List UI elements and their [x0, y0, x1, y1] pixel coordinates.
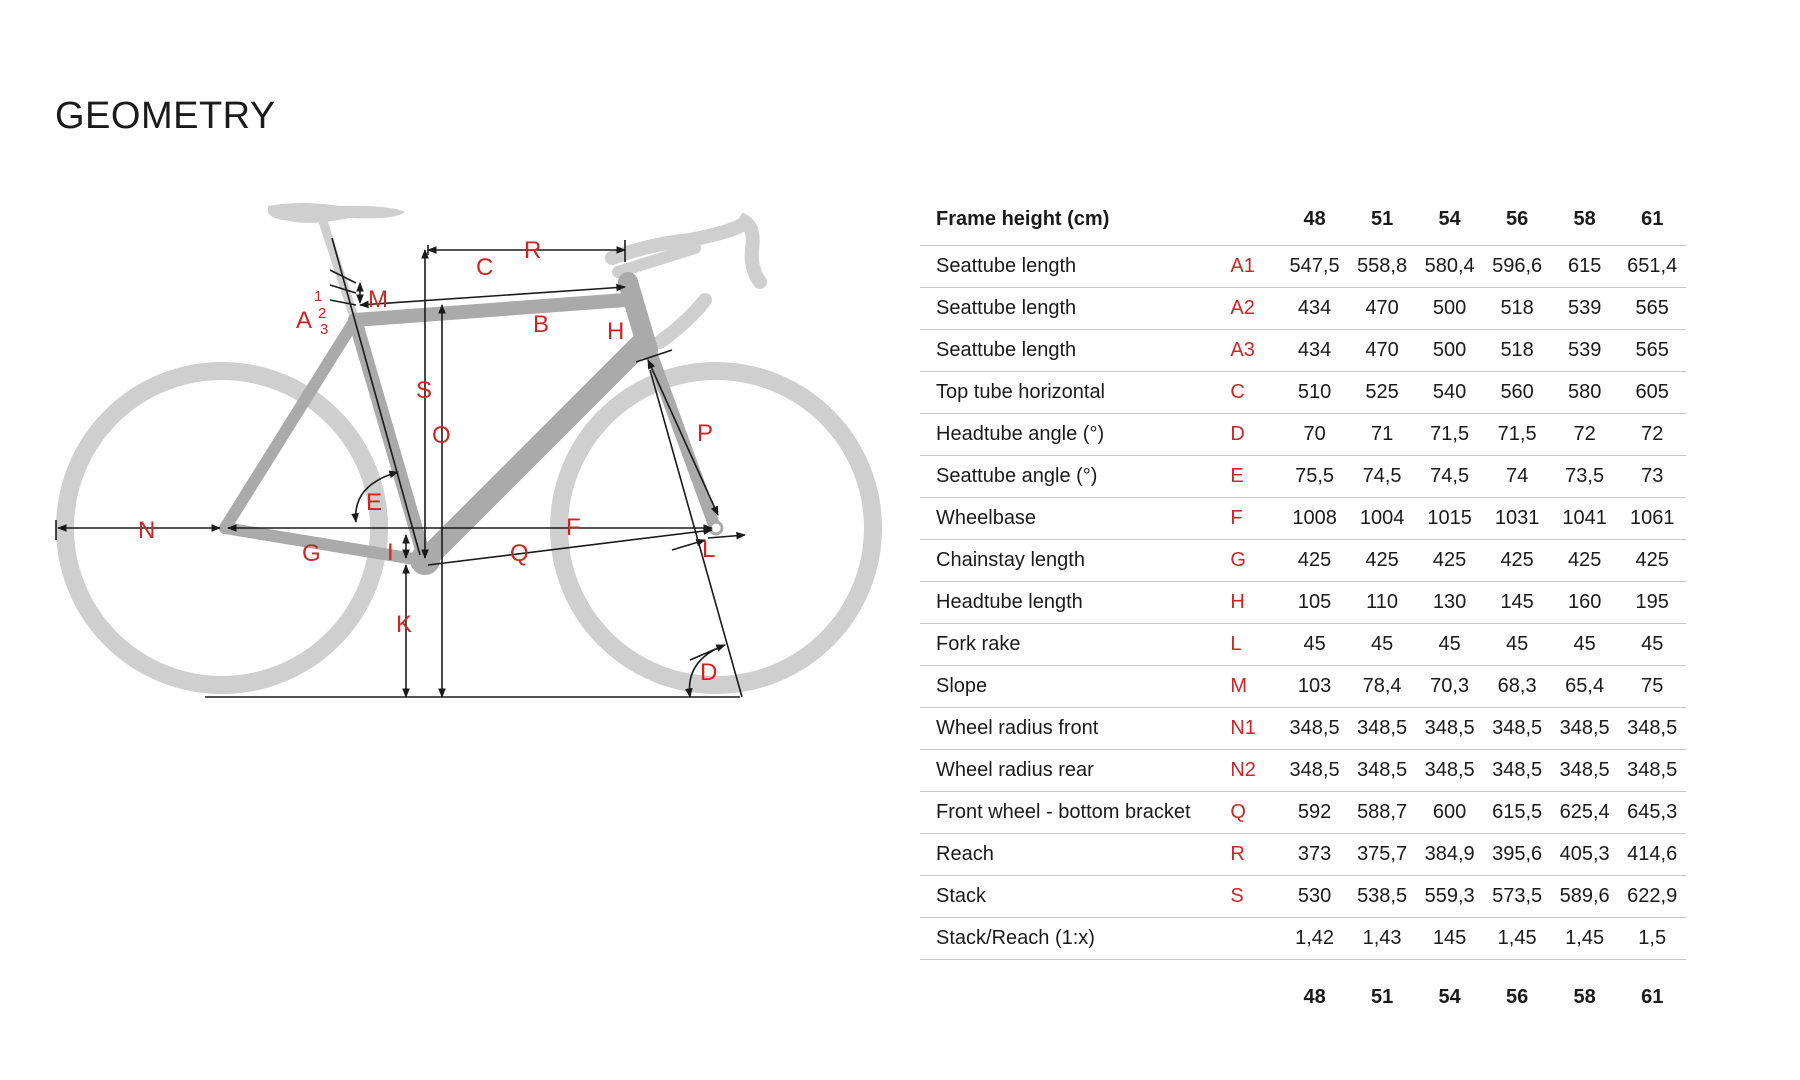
header-size: 58 — [1573, 207, 1596, 230]
table-row — [920, 582, 1686, 624]
row-value: 45 — [1303, 633, 1326, 655]
table-footer-row — [920, 960, 1686, 1035]
row-value: 74 — [1506, 465, 1529, 487]
row-code: L — [1230, 633, 1242, 655]
row-label: Reach — [936, 843, 994, 865]
row-value: 72 — [1641, 423, 1664, 445]
row-value: 547,5 — [1289, 255, 1340, 277]
row-value: 605 — [1635, 381, 1669, 403]
row-value: 195 — [1635, 591, 1669, 613]
table-row — [920, 666, 1686, 708]
row-label: Headtube angle (°) — [936, 423, 1105, 445]
row-value: 434 — [1297, 339, 1332, 361]
row-value: 72 — [1573, 423, 1596, 445]
row-value: 580 — [1567, 381, 1602, 403]
row-value: 45 — [1573, 633, 1596, 655]
row-code: A2 — [1230, 297, 1255, 319]
row-label: Slope — [936, 675, 988, 697]
row-label: Wheelbase — [936, 507, 1037, 529]
footer-size: 58 — [1573, 985, 1596, 1008]
footer-size: 61 — [1641, 985, 1664, 1008]
row-label: Seattube length — [936, 255, 1077, 277]
row-value: 73 — [1641, 465, 1664, 487]
row-value: 500 — [1432, 339, 1467, 361]
row-value: 1015 — [1427, 507, 1472, 529]
row-value: 622,9 — [1627, 885, 1678, 907]
row-code: F — [1230, 507, 1243, 529]
row-value: 580,4 — [1424, 255, 1475, 277]
row-label: Top tube horizontal — [936, 381, 1106, 403]
label-M: M — [368, 286, 388, 313]
row-value: 75,5 — [1295, 465, 1335, 487]
label-E: E — [366, 489, 383, 516]
row-label: Front wheel - bottom bracket — [936, 801, 1191, 823]
row-value: 510 — [1297, 381, 1332, 403]
row-value: 530 — [1297, 885, 1332, 907]
label-D: D — [700, 659, 718, 686]
row-value: 560 — [1500, 381, 1534, 403]
row-value: 596,6 — [1492, 255, 1543, 277]
header-size: 61 — [1641, 207, 1664, 230]
row-code: C — [1230, 381, 1245, 403]
row-value: 70 — [1303, 423, 1326, 445]
row-value: 645,3 — [1627, 801, 1678, 823]
row-value: 78,4 — [1362, 675, 1402, 697]
label-P: P — [697, 420, 714, 447]
row-code: G — [1230, 549, 1246, 571]
table-row — [920, 456, 1686, 498]
row-value: 600 — [1432, 801, 1467, 823]
row-value: 130 — [1432, 591, 1467, 613]
row-value: 500 — [1432, 297, 1467, 319]
label-Q: Q — [510, 540, 529, 567]
table-row — [920, 540, 1686, 582]
row-value: 425 — [1365, 549, 1399, 571]
row-value: 405,3 — [1559, 843, 1610, 865]
row-value: 470 — [1365, 339, 1399, 361]
label-A: A — [296, 307, 313, 334]
row-label: Chainstay length — [936, 549, 1085, 571]
label-G: G — [302, 540, 321, 567]
row-value: 75 — [1641, 675, 1664, 697]
table-row — [920, 246, 1686, 288]
row-value: 348,5 — [1289, 759, 1340, 781]
row-value: 110 — [1366, 591, 1399, 613]
row-value: 518 — [1500, 297, 1534, 319]
row-code: Q — [1230, 801, 1246, 823]
footer-size: 48 — [1303, 985, 1326, 1008]
row-value: 373 — [1297, 843, 1332, 865]
table-row — [920, 708, 1686, 750]
row-label: Stack/Reach (1:x) — [936, 927, 1095, 949]
row-value: 145 — [1500, 591, 1534, 613]
table-header-row — [920, 193, 1686, 246]
row-value: 588,7 — [1357, 801, 1408, 823]
row-value: 74,5 — [1362, 465, 1402, 487]
saddle — [268, 203, 405, 223]
row-code: A3 — [1230, 339, 1255, 361]
row-value: 425 — [1500, 549, 1534, 571]
row-value: 1,5 — [1638, 927, 1667, 949]
row-value: 384,9 — [1424, 843, 1475, 865]
row-value: 1,43 — [1362, 927, 1402, 949]
row-value: 1,45 — [1565, 927, 1605, 949]
label-O: O — [432, 422, 451, 449]
table-row — [920, 624, 1686, 666]
row-value: 45 — [1370, 633, 1394, 655]
row-value: 45 — [1438, 633, 1461, 655]
table-body — [920, 246, 1686, 960]
row-label: Headtube length — [936, 591, 1083, 613]
bike-geometry-diagram — [0, 0, 900, 760]
table-row — [920, 498, 1686, 540]
row-value: 348,5 — [1289, 717, 1340, 739]
row-value: 565 — [1635, 297, 1669, 319]
header-size: 51 — [1370, 207, 1394, 230]
label-B: B — [533, 311, 550, 338]
row-value: 348,5 — [1627, 759, 1678, 781]
row-value: 559,3 — [1424, 885, 1475, 907]
row-code: E — [1230, 465, 1244, 487]
table-row — [920, 918, 1686, 960]
row-value: 348,5 — [1357, 759, 1408, 781]
row-value: 145 — [1432, 927, 1467, 949]
footer-size: 56 — [1506, 985, 1529, 1008]
row-value: 539 — [1567, 297, 1602, 319]
row-value: 1061 — [1629, 507, 1675, 529]
row-value: 470 — [1365, 297, 1399, 319]
row-value: 395,6 — [1492, 843, 1543, 865]
row-label: Seattube length — [936, 297, 1077, 319]
label-N: N — [138, 517, 156, 544]
row-value: 348,5 — [1424, 717, 1475, 739]
row-value: 1041 — [1562, 507, 1607, 529]
footer-size: 51 — [1370, 985, 1394, 1008]
table-row — [920, 876, 1686, 918]
label-I: I — [387, 539, 394, 566]
row-code: A1 — [1230, 255, 1255, 277]
table-row — [920, 792, 1686, 834]
row-label: Stack — [936, 885, 987, 907]
row-value: 425 — [1297, 549, 1332, 571]
table-row — [920, 330, 1686, 372]
row-value: 70,3 — [1430, 675, 1470, 697]
row-value: 539 — [1567, 339, 1602, 361]
row-value: 558,8 — [1357, 255, 1408, 277]
row-value: 1004 — [1359, 507, 1405, 529]
row-label: Fork rake — [936, 633, 1021, 655]
row-value: 103 — [1297, 675, 1332, 697]
row-value: 71,5 — [1497, 423, 1537, 445]
table-row — [920, 750, 1686, 792]
row-value: 71 — [1370, 423, 1394, 445]
row-code: H — [1230, 591, 1245, 613]
row-value: 1008 — [1292, 507, 1337, 529]
header-size: 54 — [1438, 207, 1461, 230]
row-value: 74,5 — [1430, 465, 1470, 487]
row-value: 1,42 — [1295, 927, 1335, 949]
row-value: 348,5 — [1559, 759, 1610, 781]
row-label: Wheel radius rear — [936, 759, 1094, 781]
row-value: 538,5 — [1357, 885, 1408, 907]
row-value: 525 — [1365, 381, 1399, 403]
row-value: 71,5 — [1430, 423, 1470, 445]
label-A3: 3 — [320, 321, 329, 338]
row-value: 540 — [1432, 381, 1467, 403]
row-value: 425 — [1567, 549, 1602, 571]
label-C: C — [476, 254, 494, 281]
label-A1: 1 — [314, 288, 323, 305]
label-R: R — [524, 237, 542, 264]
row-value: 625,4 — [1559, 801, 1610, 823]
label-A2: 2 — [318, 305, 327, 322]
row-value: 573,5 — [1492, 885, 1543, 907]
table-row — [920, 288, 1686, 330]
row-value: 1,45 — [1497, 927, 1537, 949]
label-K: K — [396, 611, 413, 638]
row-label: Wheel radius front — [936, 717, 1099, 739]
row-value: 589,6 — [1559, 885, 1610, 907]
row-code: S — [1230, 885, 1244, 907]
row-value: 348,5 — [1492, 759, 1543, 781]
row-value: 651,4 — [1627, 255, 1678, 277]
row-value: 348,5 — [1627, 717, 1678, 739]
table-row — [920, 414, 1686, 456]
row-code: D — [1230, 423, 1245, 445]
header-size: 48 — [1303, 207, 1326, 230]
row-value: 45 — [1506, 633, 1529, 655]
row-code: R — [1230, 843, 1245, 865]
row-code: M — [1230, 675, 1248, 697]
row-code: N1 — [1230, 717, 1256, 739]
header-label: Frame height (cm) — [936, 207, 1110, 230]
page-title: GEOMETRY — [55, 95, 276, 137]
row-value: 348,5 — [1424, 759, 1475, 781]
row-value: 105 — [1297, 591, 1332, 613]
row-value: 414,6 — [1627, 843, 1678, 865]
row-value: 65,4 — [1565, 675, 1605, 697]
table-row — [920, 834, 1686, 876]
row-value: 73,5 — [1565, 465, 1605, 487]
row-code: N2 — [1230, 759, 1256, 781]
row-value: 565 — [1635, 339, 1669, 361]
row-value: 68,3 — [1497, 675, 1537, 697]
row-value: 518 — [1500, 339, 1534, 361]
row-value: 45 — [1641, 633, 1664, 655]
row-label: Seattube length — [936, 339, 1077, 361]
row-value: 375,7 — [1357, 843, 1408, 865]
header-size: 56 — [1506, 207, 1529, 230]
geometry-table — [920, 193, 1686, 1034]
row-value: 160 — [1567, 591, 1602, 613]
row-value: 348,5 — [1492, 717, 1543, 739]
row-value: 425 — [1635, 549, 1669, 571]
row-value: 615,5 — [1492, 801, 1543, 823]
label-S: S — [416, 377, 433, 404]
row-value: 425 — [1432, 549, 1467, 571]
row-value: 434 — [1297, 297, 1332, 319]
row-value: 348,5 — [1357, 717, 1408, 739]
row-value: 615 — [1567, 255, 1602, 277]
row-value: 592 — [1297, 801, 1332, 823]
table-row — [920, 372, 1686, 414]
row-code — [1230, 918, 1280, 960]
footer-size: 54 — [1438, 985, 1461, 1008]
row-label: Seattube angle (°) — [936, 465, 1098, 487]
label-F: F — [566, 514, 581, 541]
row-value: 348,5 — [1559, 717, 1610, 739]
label-H: H — [607, 318, 625, 345]
row-value: 1031 — [1494, 507, 1540, 529]
label-L: L — [702, 536, 716, 563]
